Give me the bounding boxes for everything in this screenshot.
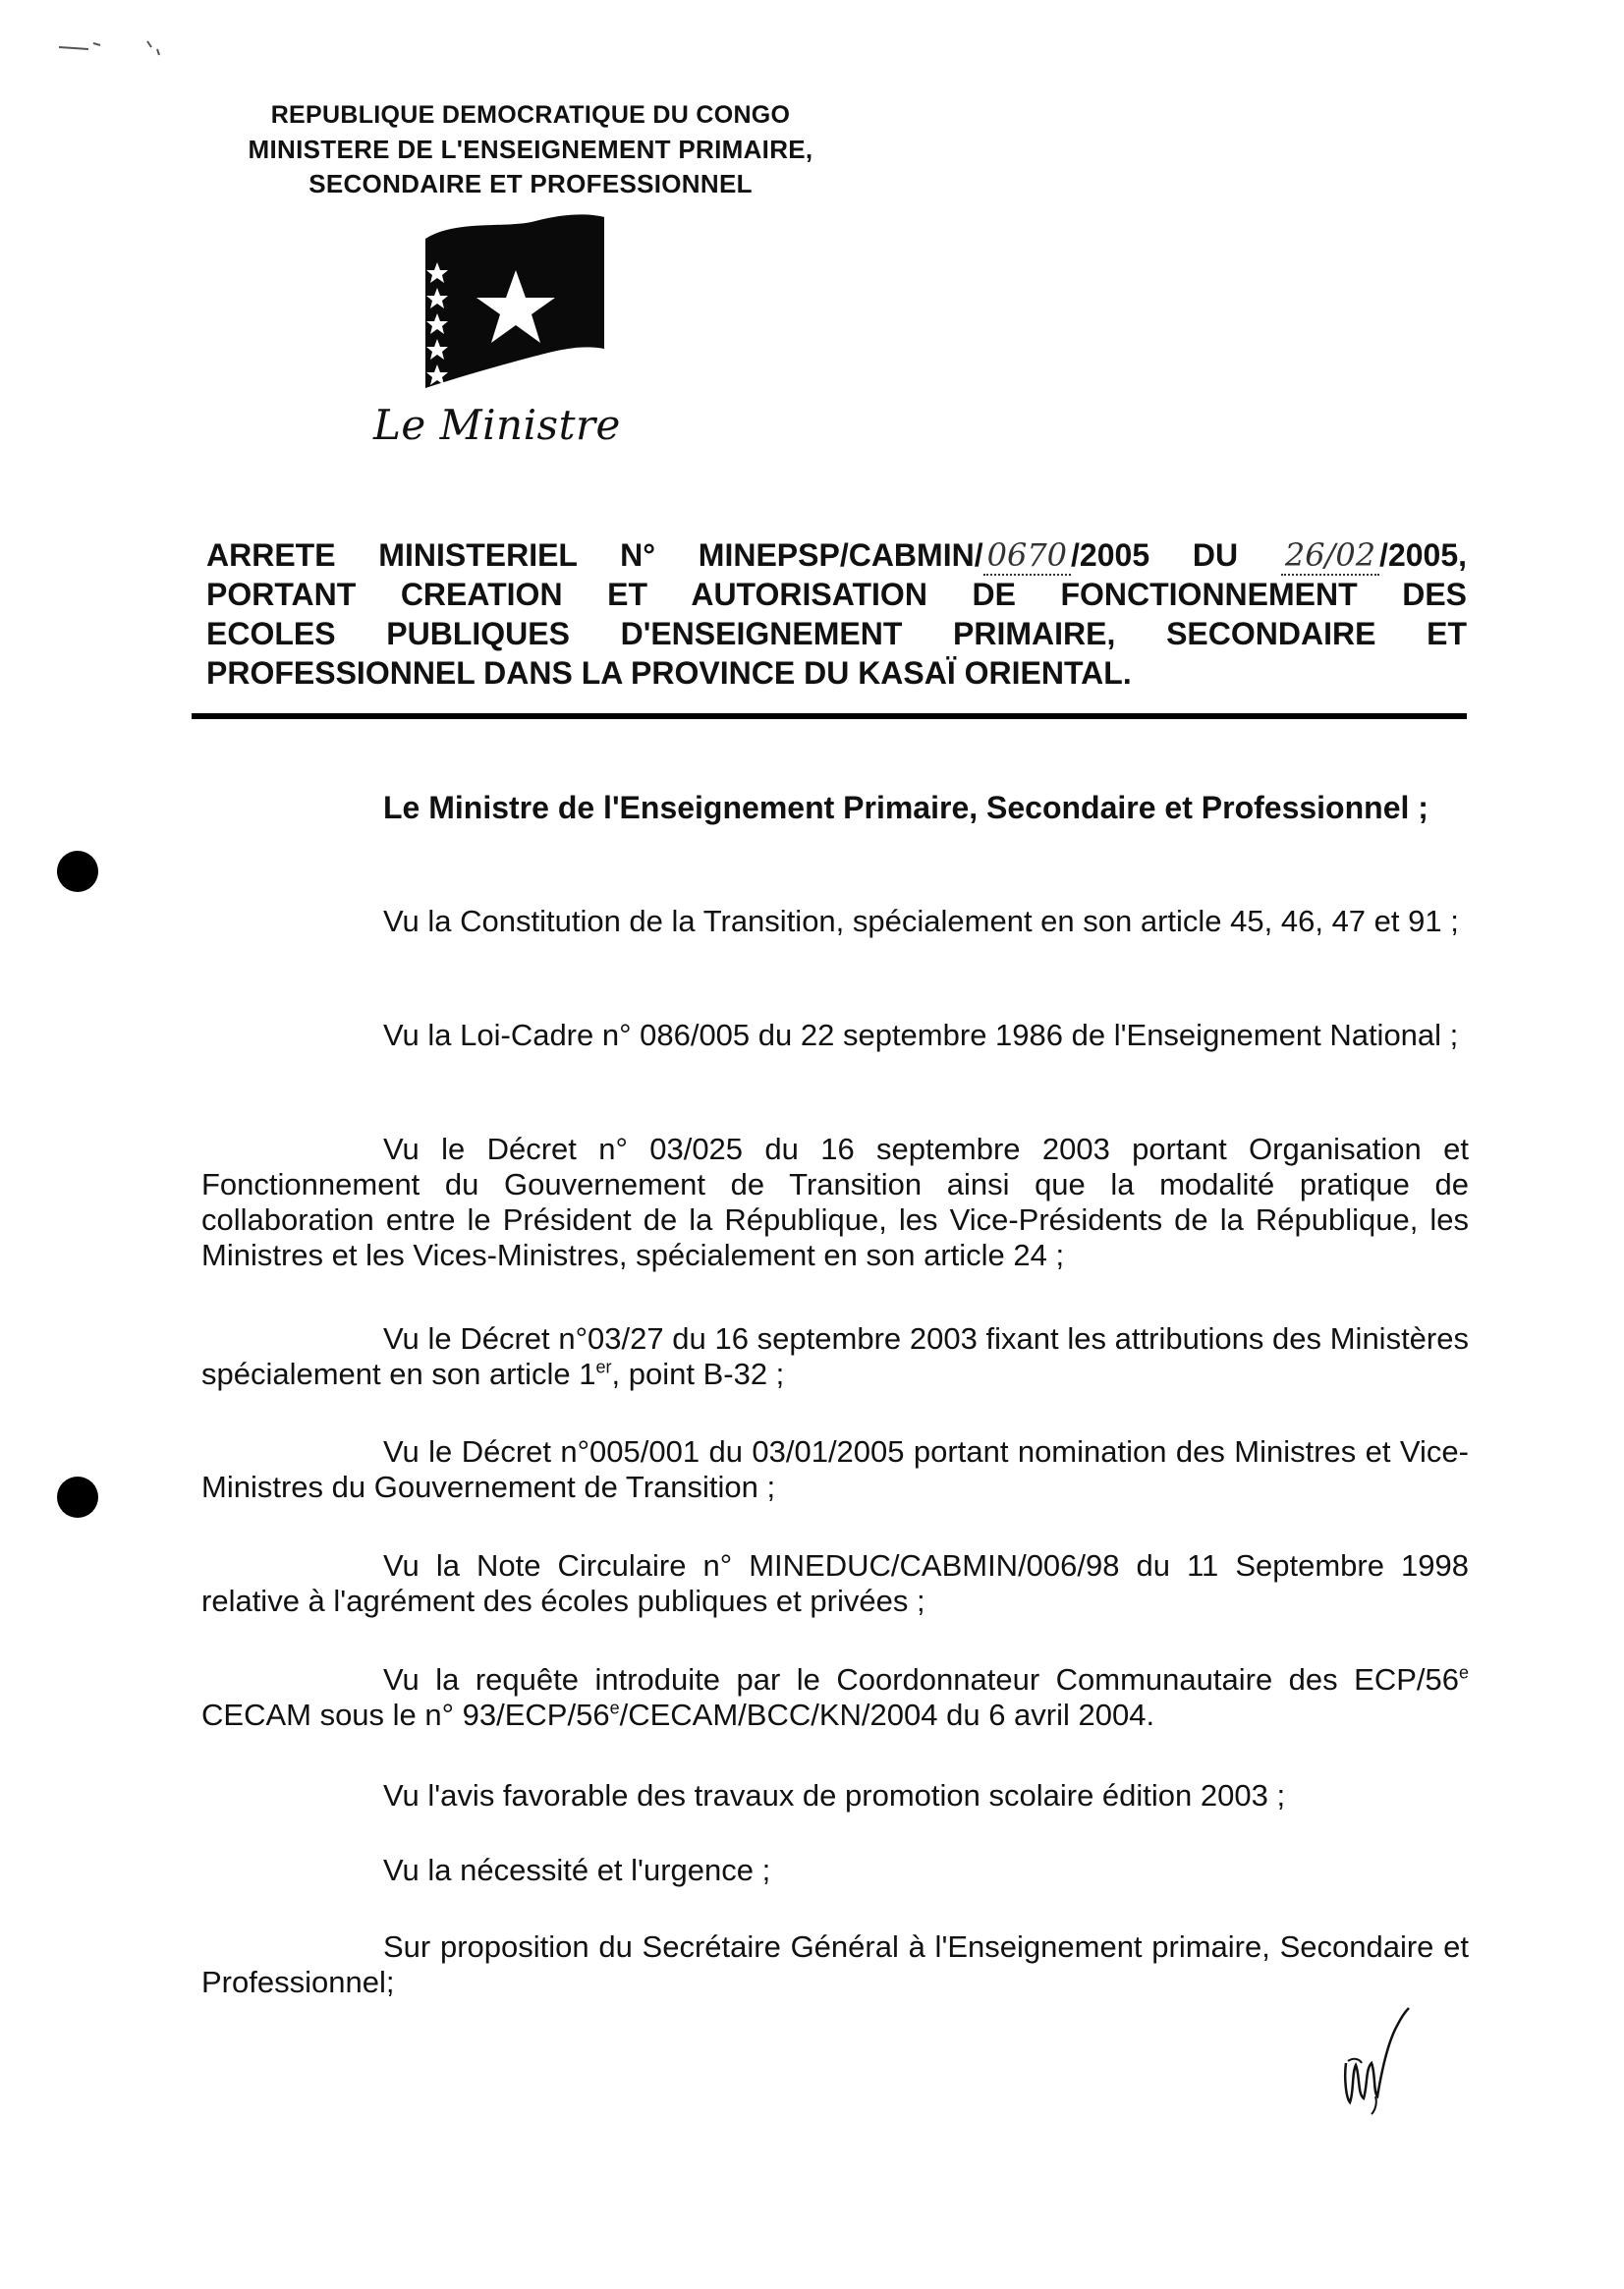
decree-title-line2: PORTANT CREATION ET AUTORISATION DE FONCTIONNEMENT DES <box>206 577 1467 612</box>
ministry-header <box>167 98 894 201</box>
decree-title-line1: ARRETE MINISTERIEL N° MINEPSP/CABMIN/ 0670 /2005 DU 26/02 /2005, <box>206 536 1468 574</box>
handwritten-date: 26/02 <box>1281 536 1379 576</box>
country-name: REPUBLIQUE DEMOCRATIQUE DU CONGO <box>270 101 791 129</box>
ministry-name-line1: MINISTERE DE L'ENSEIGNEMENT PRIMAIRE, <box>248 135 813 164</box>
considerant-decret-attributions: Vu le Décret n°03/27 du 16 septembre 2003 fixant les attributions des Ministères spécialement en son article 1er, point B-32 ; <box>201 1321 1469 1391</box>
initials-signature-icon <box>1336 2004 1415 2117</box>
considerant-requete: Vu la requête introduite par le Coordonnateur Communautaire des ECP/56e CECAM sous le n° 93/ECP/56e/CECAM/BCC/KN/2004 du 6 avril 2004. <box>201 1662 1469 1732</box>
minister-title: Le Ministre <box>373 401 621 449</box>
decree-title <box>206 535 1467 693</box>
punch-hole-top <box>57 851 98 892</box>
considerant-decret-nomination: Vu le Décret n°005/001 du 03/01/2005 portant nomination des Ministres et Vice-Ministres du Gouvernement de Transition ; <box>201 1434 1469 1504</box>
considerant-note-circulaire: Vu la Note Circulaire n° MINEDUC/CABMIN/006/98 du 11 Septembre 1998 relative à l'agrément des écoles publiques et privées ; <box>201 1548 1469 1618</box>
title-divider <box>192 713 1467 719</box>
scan-mark-icon <box>49 29 177 59</box>
considerant-proposition: Sur proposition du Secrétaire Général à l'Enseignement primaire, Secondaire et Professionnel; <box>201 1929 1469 1999</box>
considerant-loi-cadre: Vu la Loi-Cadre n° 086/005 du 22 septembre 1986 de l'Enseignement National ; <box>383 1018 1459 1052</box>
intro-paragraph: Le Ministre de l'Enseignement Primaire, Secondaire et Professionnel ; <box>383 790 1428 825</box>
considerant-constitution: Vu la Constitution de la Transition, spécialement en son article 45, 46, 47 et 91 ; <box>383 904 1459 938</box>
handwritten-reference: 0670 <box>983 536 1071 576</box>
considerant-avis-favorable: Vu l'avis favorable des travaux de promotion scolaire édition 2003 ; <box>383 1778 1286 1813</box>
punch-hole-bottom <box>57 1477 98 1518</box>
decree-title-line4: PROFESSIONNEL DANS LA PROVINCE DU KASAÏ ORIENTAL. <box>206 655 1132 691</box>
flag-star-emblem-icon <box>418 211 609 393</box>
ministry-name-line2: SECONDAIRE ET PROFESSIONNEL <box>308 169 753 198</box>
considerant-decret-organisation: Vu le Décret n° 03/025 du 16 septembre 2003 portant Organisation et Fonctionnement du Gouvernement de Transition ainsi que la modalité pratique de collaboration entre le Président de la République, les Vice-Présidents de la République, les Ministres et les Vices-Ministres, spécialement en son article 24 ; <box>201 1132 1469 1272</box>
decree-title-line3: ECOLES PUBLIQUES D'ENSEIGNEMENT PRIMAIRE, SECONDAIRE ET <box>206 616 1467 651</box>
considerant-urgence: Vu la nécessité et l'urgence ; <box>383 1853 771 1887</box>
